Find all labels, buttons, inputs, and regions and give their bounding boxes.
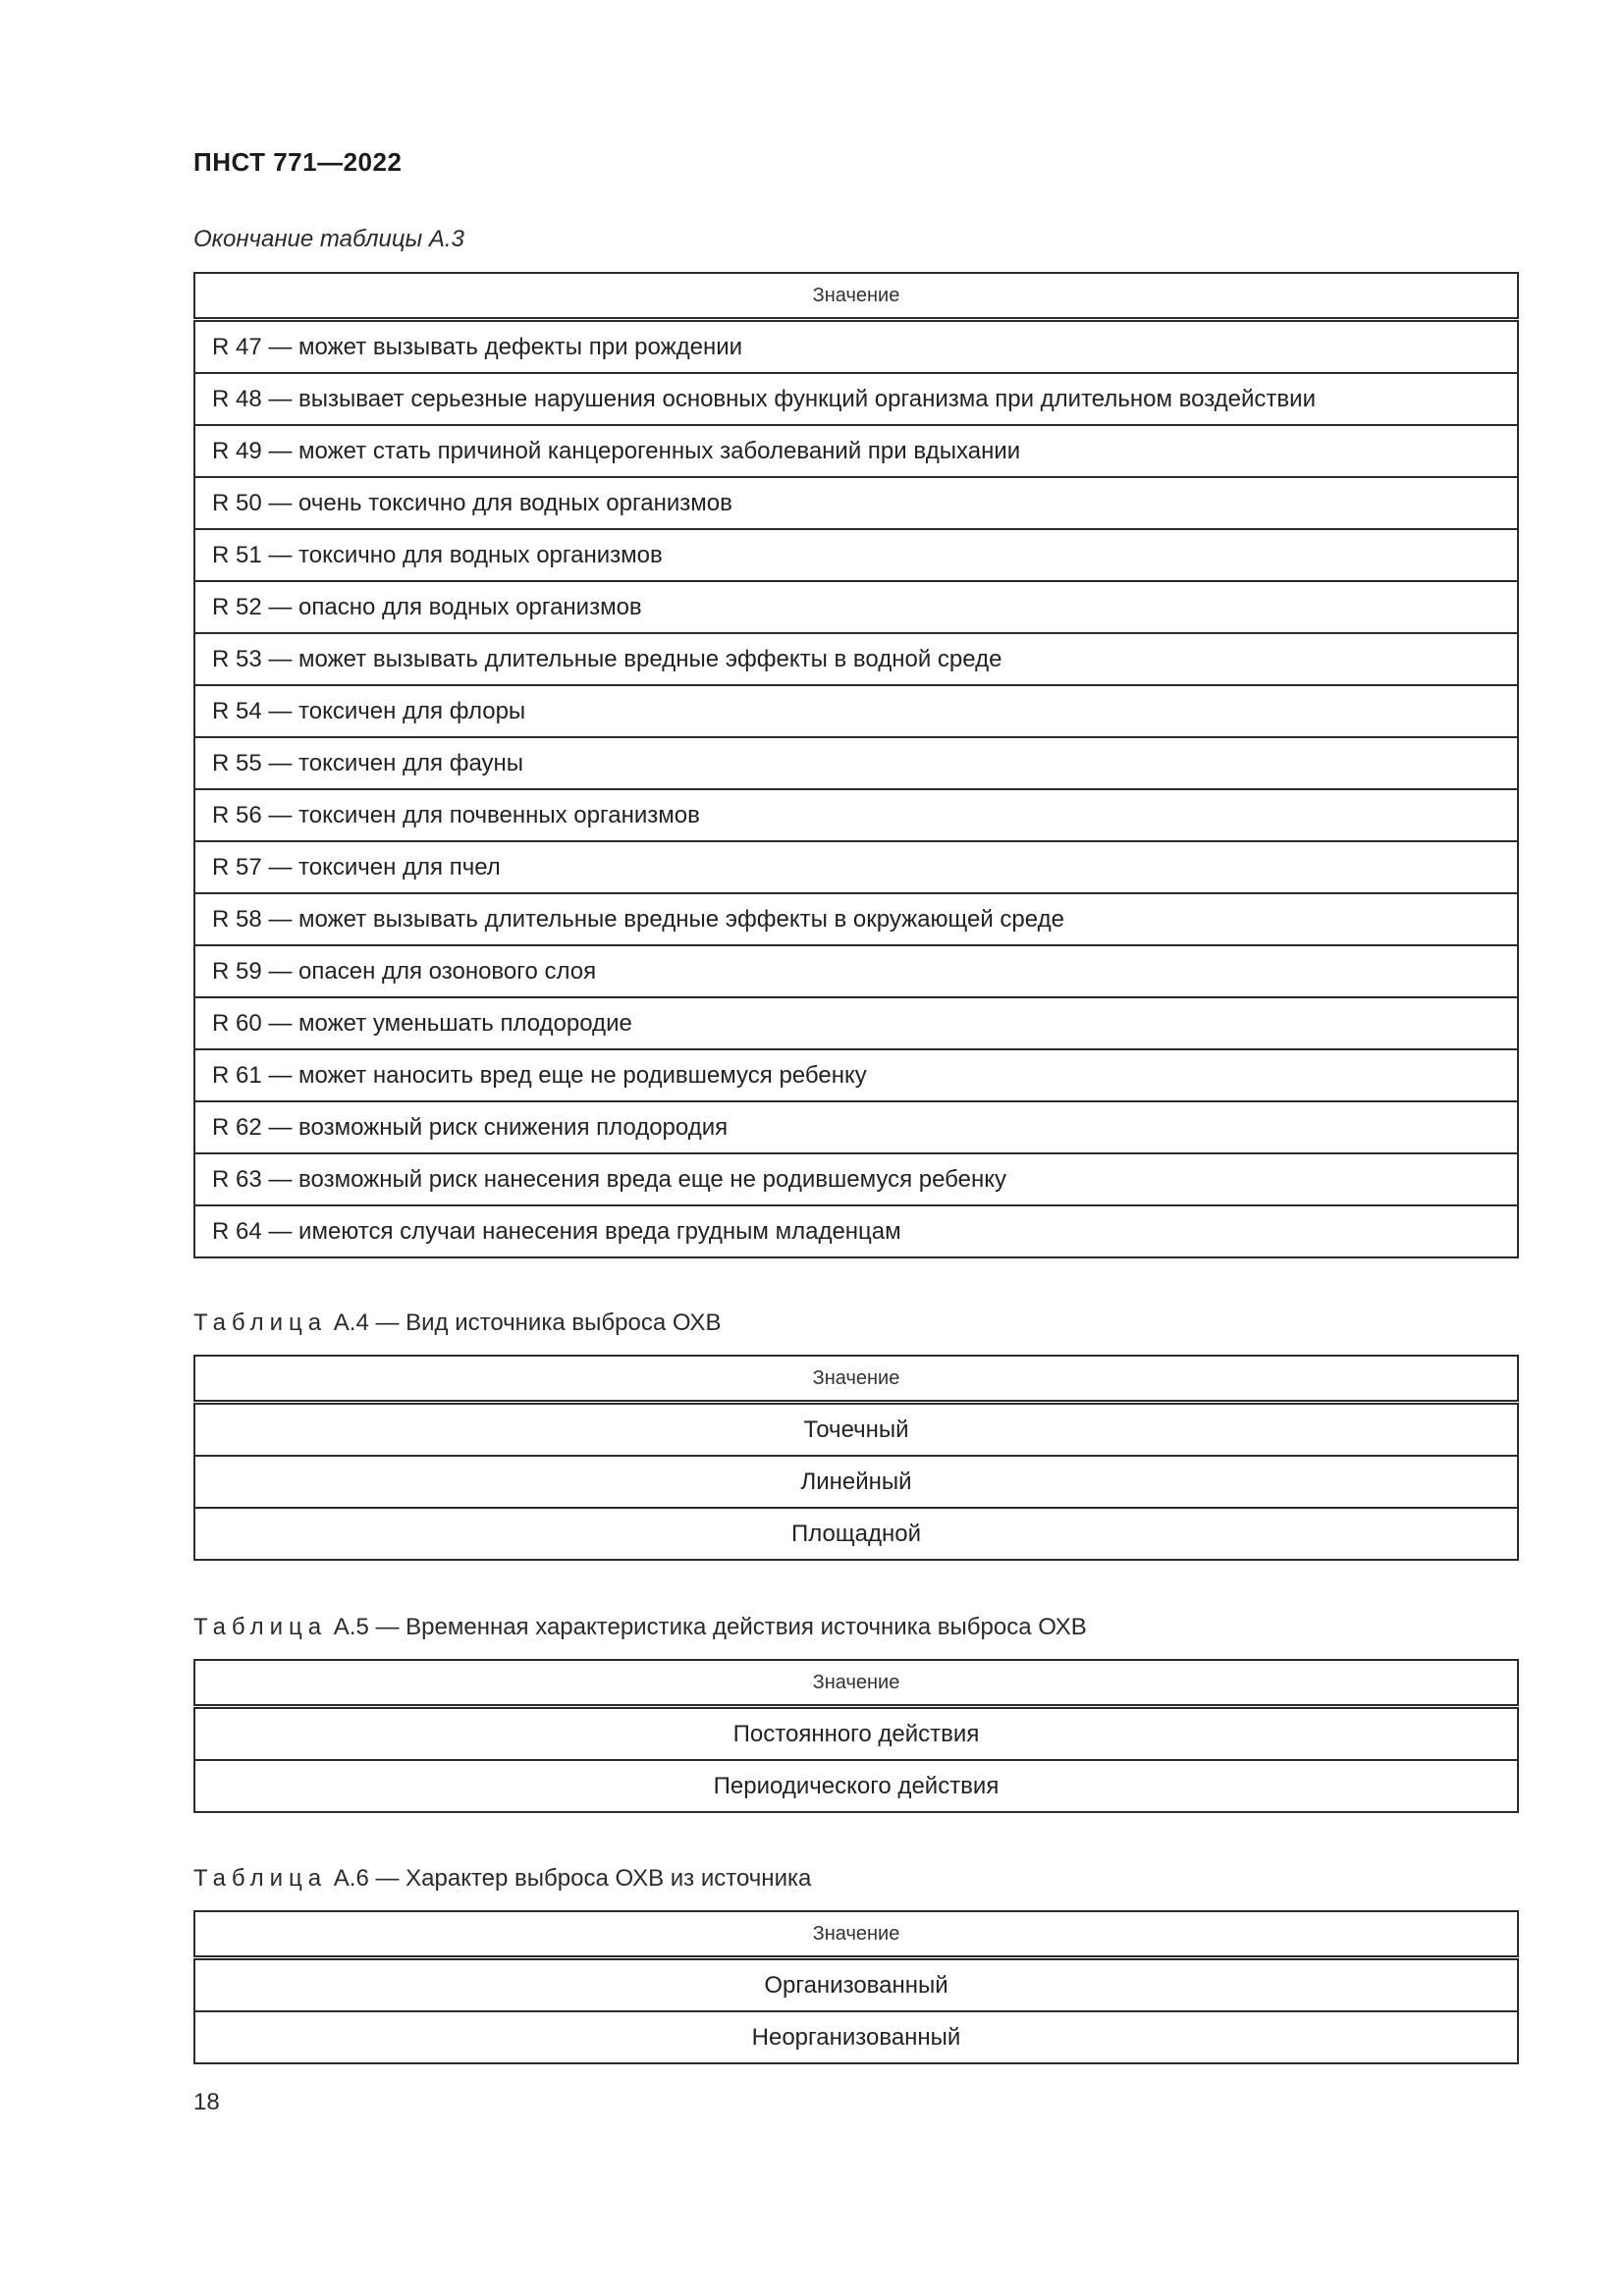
table-row [194,685,1518,737]
table-row [194,1760,1518,1812]
table-a3-continuation-label: Окончание таблицы А.3 [193,226,464,252]
table-a4 [193,1355,1519,1561]
table-row [194,945,1518,997]
table-row [194,320,1518,374]
column-header: Значение [194,1660,1518,1707]
table-row [194,893,1518,945]
table-cell: R 60 — может уменьшать плодородие [194,997,1518,1049]
caption-text: А.6 — Характер выброса ОХВ из источника [333,1865,812,1892]
table-header-row [194,1911,1518,1958]
caption-text: А.4 — Вид источника выброса ОХВ [333,1309,722,1336]
table-cell: Площадной [194,1508,1518,1560]
table-cell: R 51 — токсично для водных организмов [194,529,1518,581]
table-cell: R 50 — очень токсично для водных организмов [194,477,1518,529]
table-row [194,581,1518,633]
table-a6 [193,1910,1519,2064]
table-row [194,633,1518,685]
table-row [194,841,1518,893]
table-cell: R 49 — может стать причиной канцерогенных заболеваний при вдыхании [194,425,1518,477]
table-cell: Неорганизованный [194,2011,1518,2063]
column-header: Значение [194,273,1518,320]
table-row [194,789,1518,841]
table-cell: R 52 — опасно для водных организмов [194,581,1518,633]
table-cell: R 59 — опасен для озонового слоя [194,945,1518,997]
table-row [194,477,1518,529]
table-cell: Организованный [194,1958,1518,2012]
table-cell: R 61 — может наносить вред еще не родившемуся ребенку [194,1049,1518,1101]
table-cell: R 53 — может вызывать длительные вредные эффекты в водной среде [194,633,1518,685]
caption-word: Таблица [193,1309,328,1336]
caption-word: Таблица [193,1865,328,1892]
caption-word: Таблица [193,1614,328,1640]
table-header-row [194,1356,1518,1403]
column-header: Значение [194,1356,1518,1403]
table-row [194,1456,1518,1508]
table-a5-caption [193,1614,1087,1641]
table-row [194,1508,1518,1560]
table-row [194,2011,1518,2063]
document-code: ПНСТ 771—2022 [193,147,403,177]
table-cell: Точечный [194,1403,1518,1457]
table-cell: R 55 — токсичен для фауны [194,737,1518,789]
caption-text: А.5 — Временная характеристика действия источника выброса ОХВ [333,1614,1087,1640]
table-cell: R 47 — может вызывать дефекты при рождении [194,320,1518,374]
table-cell: R 62 — возможный риск снижения плодородия [194,1101,1518,1153]
table-cell: R 63 — возможный риск нанесения вреда еще не родившемуся ребенку [194,1153,1518,1205]
table-row [194,425,1518,477]
table-row [194,997,1518,1049]
table-cell: R 56 — токсичен для почвенных организмов [194,789,1518,841]
table-row [194,1153,1518,1205]
table-cell: Постоянного действия [194,1707,1518,1761]
table-row [194,1958,1518,2012]
table-cell: R 58 — может вызывать длительные вредные эффекты в окружающей среде [194,893,1518,945]
table-cell: R 57 — токсичен для пчел [194,841,1518,893]
table-header-row [194,273,1518,320]
table-row [194,1707,1518,1761]
table-row [194,373,1518,425]
table-a3 [193,272,1519,1258]
table-row [194,1101,1518,1153]
table-cell: Линейный [194,1456,1518,1508]
table-a4-caption [193,1309,721,1337]
table-cell: R 64 — имеются случаи нанесения вреда грудным младенцам [194,1205,1518,1257]
table-cell: R 48 — вызывает серьезные нарушения основных функций организма при длительном воздействии [194,373,1518,425]
table-row [194,1403,1518,1457]
table-row [194,529,1518,581]
table-a5 [193,1659,1519,1813]
table-row [194,1049,1518,1101]
table-a6-caption [193,1865,811,1893]
table-header-row [194,1660,1518,1707]
page-number: 18 [193,2089,220,2115]
table-row [194,1205,1518,1257]
column-header: Значение [194,1911,1518,1958]
table-cell: R 54 — токсичен для флоры [194,685,1518,737]
table-row [194,737,1518,789]
table-cell: Периодического действия [194,1760,1518,1812]
